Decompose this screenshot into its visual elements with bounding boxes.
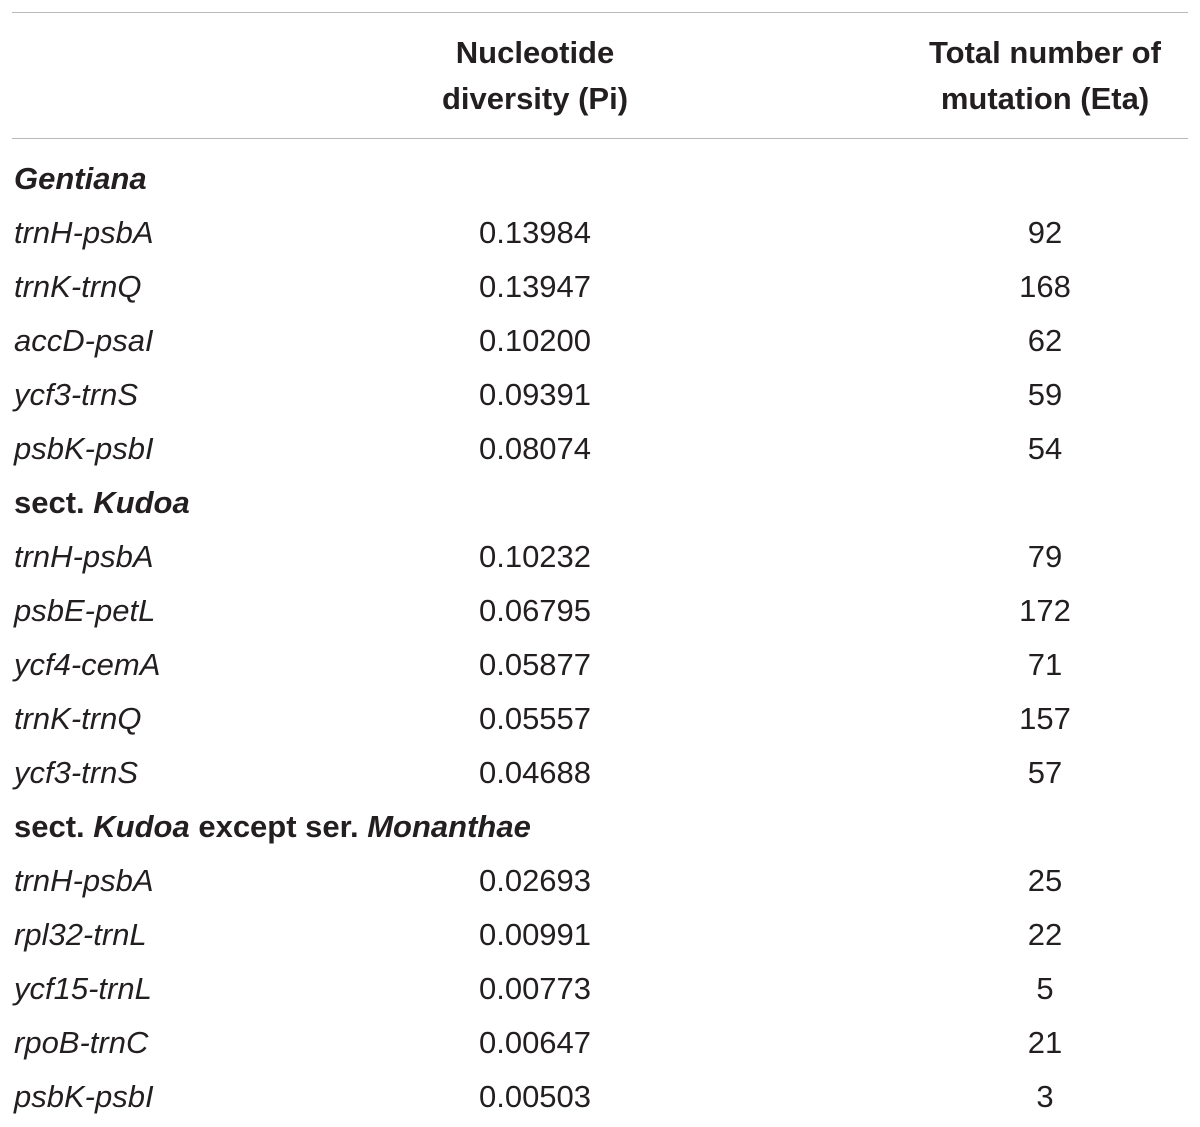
eta-cell: 5 <box>1036 971 1054 1006</box>
eta-cell: 157 <box>1019 701 1071 736</box>
eta-cell: 3 <box>1036 1079 1054 1114</box>
table-row <box>0 530 1200 584</box>
region-cell: trnK-trnQ <box>14 701 142 736</box>
region-cell: ycf4-cemA <box>14 647 161 682</box>
header-pi-line2: diversity (Pi) <box>441 81 629 116</box>
region-cell: rpoB-trnC <box>14 1025 149 1060</box>
region-cell: accD-psaI <box>14 323 154 358</box>
eta-cell: 25 <box>1027 863 1063 898</box>
eta-cell: 22 <box>1027 917 1063 952</box>
pi-cell: 0.10232 <box>478 539 592 574</box>
header-total-mutation <box>895 30 1195 122</box>
header-eta-line1: Total number of <box>929 35 1161 70</box>
top-rule <box>12 12 1188 13</box>
eta-cell: 92 <box>1027 215 1063 250</box>
pi-cell: 0.00991 <box>478 917 592 952</box>
table-row <box>0 854 1200 908</box>
eta-cell: 59 <box>1027 377 1063 412</box>
pi-cell: 0.10200 <box>478 323 592 358</box>
region-cell: trnK-trnQ <box>14 269 142 304</box>
pi-cell: 0.00647 <box>478 1025 592 1060</box>
eta-cell: 79 <box>1027 539 1063 574</box>
table-row <box>0 260 1200 314</box>
eta-cell: 57 <box>1027 755 1063 790</box>
header-nucleotide-diversity <box>385 30 685 122</box>
table-row <box>0 638 1200 692</box>
region-cell: ycf3-trnS <box>14 755 139 790</box>
table-row <box>0 1016 1200 1070</box>
section-row <box>0 800 1200 854</box>
section-title-part: sect. <box>14 485 94 520</box>
section-title <box>14 800 531 854</box>
section-row <box>0 152 1200 206</box>
region-cell: psbE-petL <box>14 593 156 628</box>
eta-cell: 168 <box>1019 269 1071 304</box>
pi-cell: 0.05557 <box>478 701 592 736</box>
pi-cell: 0.05877 <box>478 647 592 682</box>
region-cell: psbK-psbI <box>14 431 154 466</box>
eta-cell: 71 <box>1027 647 1063 682</box>
pi-cell: 0.13947 <box>478 269 592 304</box>
pi-cell: 0.06795 <box>478 593 592 628</box>
pi-cell: 0.09391 <box>478 377 592 412</box>
section-title-part: sect. <box>14 809 94 844</box>
table-row <box>0 368 1200 422</box>
table-row <box>0 962 1200 1016</box>
region-cell: trnH-psbA <box>14 863 154 898</box>
section-title <box>14 476 190 530</box>
section-title-part: Kudoa <box>93 485 190 520</box>
table-row <box>0 908 1200 962</box>
table-row <box>0 1070 1200 1124</box>
pi-cell: 0.04688 <box>478 755 592 790</box>
eta-cell: 54 <box>1027 431 1063 466</box>
pi-cell: 0.08074 <box>478 431 592 466</box>
table-row <box>0 692 1200 746</box>
header-pi-line1: Nucleotide <box>455 35 615 70</box>
eta-cell: 62 <box>1027 323 1063 358</box>
section-title-part: Monanthae <box>367 809 531 844</box>
region-cell: trnH-psbA <box>14 215 154 250</box>
eta-cell: 172 <box>1019 593 1071 628</box>
section-title-part: except ser. <box>189 809 368 844</box>
pi-cell: 0.13984 <box>478 215 592 250</box>
pi-cell: 0.00773 <box>478 971 592 1006</box>
table-row <box>0 746 1200 800</box>
pi-cell: 0.00503 <box>478 1079 592 1114</box>
table-row <box>0 206 1200 260</box>
region-cell: psbK-psbI <box>14 1079 154 1114</box>
section-title-part: Gentiana <box>14 161 147 196</box>
region-cell: trnH-psbA <box>14 539 154 574</box>
section-title-part: Kudoa <box>93 809 190 844</box>
table-row <box>0 584 1200 638</box>
header-eta-line2: mutation (Eta) <box>940 81 1150 116</box>
table-row <box>0 422 1200 476</box>
region-cell: ycf15-trnL <box>14 971 152 1006</box>
table-row <box>0 314 1200 368</box>
pi-cell: 0.02693 <box>478 863 592 898</box>
header-rule <box>12 138 1188 139</box>
section-title <box>14 152 147 206</box>
region-cell: ycf3-trnS <box>14 377 139 412</box>
section-row <box>0 476 1200 530</box>
region-cell: rpl32-trnL <box>14 917 147 952</box>
eta-cell: 21 <box>1027 1025 1063 1060</box>
